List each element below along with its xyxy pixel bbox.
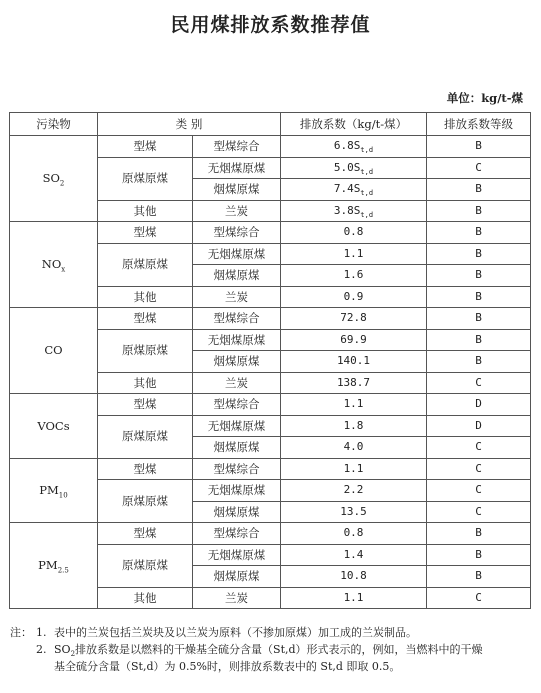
grade-cell: B <box>427 179 531 201</box>
category-cell: 原煤原煤 <box>98 329 193 372</box>
factor-cell: 1.1 <box>281 394 427 416</box>
table-row <box>10 523 531 545</box>
subcategory-cell: 型煤综合 <box>193 222 281 244</box>
table-row <box>10 458 531 480</box>
subcategory-cell: 型煤综合 <box>193 136 281 158</box>
table-row <box>10 308 531 330</box>
subcategory-cell: 烟煤原煤 <box>193 351 281 373</box>
factor-cell: 0.8 <box>281 523 427 545</box>
subcategory-cell: 型煤综合 <box>193 458 281 480</box>
subcategory-cell: 烟煤原煤 <box>193 501 281 523</box>
category-cell: 型煤 <box>98 458 193 480</box>
category-cell: 原煤原煤 <box>98 243 193 286</box>
table-body <box>10 136 531 609</box>
unit-label: 单位：kg/t-煤 <box>446 91 523 105</box>
notes-section <box>10 624 535 675</box>
factor-cell: $7.4S_{t,d}$ <box>281 179 427 201</box>
grade-cell: C <box>427 501 531 523</box>
subcategory-cell: 型煤综合 <box>193 523 281 545</box>
table-row <box>10 136 531 158</box>
factor-cell: 1.8 <box>281 415 427 437</box>
category-cell: 其他 <box>98 286 193 308</box>
category-cell: 原煤原煤 <box>98 480 193 523</box>
category-cell: 型煤 <box>98 523 193 545</box>
table-row <box>10 394 531 416</box>
category-cell: 型煤 <box>98 136 193 158</box>
grade-cell: B <box>427 265 531 287</box>
factor-cell: $6.8S_{t,d}$ <box>281 136 427 158</box>
factor-cell: $5.0S_{t,d}$ <box>281 157 427 179</box>
note-text: 基全硫分含量（St,d）为 0.5%时，则排放系数表中的 St,d 即取 0.5。 <box>54 660 401 673</box>
table-row <box>10 222 531 244</box>
grade-cell: B <box>427 286 531 308</box>
factor-cell: 140.1 <box>281 351 427 373</box>
grade-cell: D <box>427 394 531 416</box>
factor-cell: $3.8S_{t,d}$ <box>281 200 427 222</box>
category-cell: 型煤 <box>98 308 193 330</box>
subcategory-cell: 兰炭 <box>193 286 281 308</box>
pollutant-cell: VOCs <box>10 394 98 459</box>
subcategory-cell: 无烟煤原煤 <box>193 480 281 502</box>
factor-cell: 4.0 <box>281 437 427 459</box>
factor-cell: 138.7 <box>281 372 427 394</box>
category-cell: 型煤 <box>98 222 193 244</box>
grade-cell: B <box>427 222 531 244</box>
header-category: 类 别 <box>98 113 281 136</box>
category-cell: 型煤 <box>98 394 193 416</box>
pollutant-cell: $SO_2$ <box>10 136 98 222</box>
pollutant-cell: $PM_{2.5}$ <box>10 523 98 609</box>
category-cell: 原煤原煤 <box>98 415 193 458</box>
grade-cell: B <box>427 243 531 265</box>
page-title: 民用煤排放系数推荐值 <box>170 14 371 36</box>
pollutant-cell: CO <box>10 308 98 394</box>
category-cell: 其他 <box>98 372 193 394</box>
grade-cell: C <box>427 157 531 179</box>
subcategory-cell: 烟煤原煤 <box>193 566 281 588</box>
factor-cell: 2.2 <box>281 480 427 502</box>
note-text: 表中的兰炭包括兰炭块及以兰炭为原料（不掺加原煤）加工成的兰炭制品。 <box>54 626 417 639</box>
grade-cell: D <box>427 415 531 437</box>
pollutant-cell: $PM_{10}$ <box>10 458 98 523</box>
category-cell: 其他 <box>98 587 193 609</box>
header-factor: 排放系数（kg/t-煤） <box>281 113 427 136</box>
category-cell: 原煤原煤 <box>98 544 193 587</box>
factor-cell: 1.6 <box>281 265 427 287</box>
grade-cell: B <box>427 308 531 330</box>
subcategory-cell: 兰炭 <box>193 200 281 222</box>
factor-cell: 1.1 <box>281 243 427 265</box>
note-row-2 <box>10 641 535 658</box>
note-text: $SO_2$排放系数是以燃料的干燥基全硫分含量（St,d）形式表示的，例如，当燃料中的干燥 <box>54 643 483 659</box>
subcategory-cell: 无烟煤原煤 <box>193 329 281 351</box>
note-row-2-cont <box>10 658 535 675</box>
factor-cell: 1.1 <box>281 587 427 609</box>
factor-cell: 1.4 <box>281 544 427 566</box>
factor-cell: 69.9 <box>281 329 427 351</box>
subcategory-cell: 型煤综合 <box>193 394 281 416</box>
category-cell: 其他 <box>98 200 193 222</box>
grade-cell: B <box>427 523 531 545</box>
factor-cell: 0.8 <box>281 222 427 244</box>
subcategory-cell: 无烟煤原煤 <box>193 544 281 566</box>
factor-cell: 13.5 <box>281 501 427 523</box>
notes-prefix: 注： <box>10 626 32 639</box>
grade-cell: B <box>427 566 531 588</box>
subcategory-cell: 烟煤原煤 <box>193 437 281 459</box>
factor-cell: 0.9 <box>281 286 427 308</box>
pollutant-cell: $NO_x$ <box>10 222 98 308</box>
subcategory-cell: 无烟煤原煤 <box>193 157 281 179</box>
grade-cell: C <box>427 480 531 502</box>
grade-cell: B <box>427 136 531 158</box>
header-pollutant: 污染物 <box>10 113 98 136</box>
grade-cell: C <box>427 587 531 609</box>
grade-cell: C <box>427 458 531 480</box>
table-header-row <box>10 113 531 136</box>
category-cell: 原煤原煤 <box>98 157 193 200</box>
subcategory-cell: 无烟煤原煤 <box>193 243 281 265</box>
subcategory-cell: 型煤综合 <box>193 308 281 330</box>
factor-cell: 1.1 <box>281 458 427 480</box>
subcategory-cell: 兰炭 <box>193 372 281 394</box>
subcategory-cell: 烟煤原煤 <box>193 179 281 201</box>
grade-cell: C <box>427 372 531 394</box>
grade-cell: B <box>427 351 531 373</box>
factor-cell: 72.8 <box>281 308 427 330</box>
note-row-1 <box>10 624 535 641</box>
factor-cell: 10.8 <box>281 566 427 588</box>
emission-factor-table <box>9 112 531 609</box>
subcategory-cell: 兰炭 <box>193 587 281 609</box>
grade-cell: B <box>427 544 531 566</box>
note-number: 2. <box>36 643 47 656</box>
subcategory-cell: 烟煤原煤 <box>193 265 281 287</box>
header-grade: 排放系数等级 <box>427 113 531 136</box>
grade-cell: B <box>427 200 531 222</box>
grade-cell: C <box>427 437 531 459</box>
note-number: 1. <box>36 626 47 639</box>
grade-cell: B <box>427 329 531 351</box>
subcategory-cell: 无烟煤原煤 <box>193 415 281 437</box>
